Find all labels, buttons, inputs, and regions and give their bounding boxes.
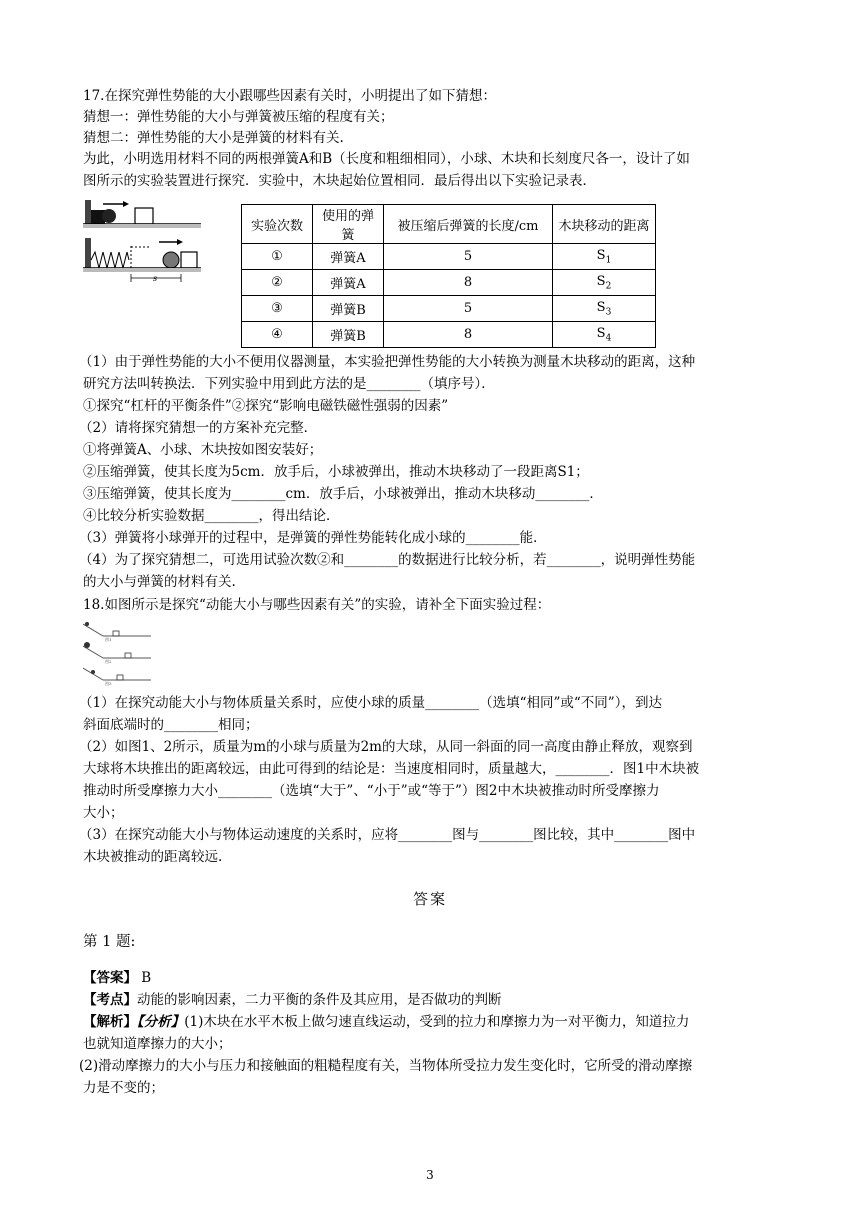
jiexi-line1	[83, 1012, 689, 1032]
cell-spring: 弹簧A	[313, 270, 384, 296]
table-row	[242, 244, 656, 270]
jiexi-line3: (2)滑动摩擦力的大小与压力和接触面的粗糙程度有关，当物体所受拉力发生变化时，它所受的滑动摩擦	[79, 1058, 693, 1074]
fig3-label: 图3	[105, 681, 112, 686]
page-number: 3	[426, 1168, 434, 1182]
q17-title: 17.在探究弹性势能的大小跟哪些因素有关时，小明提出了如下猜想：	[83, 88, 496, 104]
fig2-label: 图2	[105, 659, 112, 664]
col-header-spring: 使用的弹簧	[313, 205, 384, 244]
answer-value: B	[137, 970, 152, 986]
q17-part2-step1: ①将弹簧A、小球、木块按如图安装好；	[83, 442, 323, 458]
q17-part2-step2: ②压缩弹簧，使其长度为5cm．放手后，小球被弹出，推动木块移动了一段距离S1；	[83, 464, 589, 480]
answer-line	[83, 968, 151, 988]
q17-guess2: 猜想二：弹性势能的大小是弹簧的材料有关.	[83, 130, 344, 146]
kinetic-energy-figure	[83, 620, 153, 686]
table-row	[242, 296, 656, 322]
col-header-length: 被压缩后弹簧的长度/cm	[384, 205, 553, 244]
distance-label-s: s	[153, 274, 158, 283]
col-header-trial: 实验次数	[242, 205, 313, 244]
q17-part1-line1: （1）由于弹性势能的大小不便用仪器测量，本实验把弹性势能的大小转换为测量木块移动的距离，这种	[79, 354, 696, 370]
fenxi-tag: 【分析】	[137, 1014, 185, 1030]
q17-part4-line1: （4）为了探究猜想二，可选用试验次数②和________的数据进行比较分析，若________，说明弹性势能	[79, 552, 696, 568]
table-row	[242, 322, 656, 348]
cell-spring: 弹簧A	[313, 244, 384, 270]
q18-part1-line2: 斜面底端时的________相同；	[83, 717, 259, 733]
kaodian-value: 动能的影响因素，二力平衡的条件及其应用，是否做功的判断	[137, 992, 502, 1008]
spring-apparatus-figure	[83, 198, 201, 284]
cell-trial: ②	[242, 270, 313, 296]
cell-length: 8	[384, 270, 553, 296]
q18-title: 18.如图所示是探究“动能大小与哪些因素有关”的实验，请补全下面实验过程：	[83, 597, 551, 613]
q17-part2-step4: ④比较分析实验数据________，得出结论．	[83, 508, 340, 524]
jiexi-line2: 也就知道摩擦力的大小；	[83, 1036, 232, 1052]
answers-heading: 答案	[412, 890, 447, 908]
cell-spring: 弹簧B	[313, 322, 384, 348]
table-row	[242, 270, 656, 296]
q17-setup-line2: 图所示的实验装置进行探究．实验中，木块起始位置相同．最后得出以下实验记录表．	[83, 173, 596, 189]
kaodian-line	[83, 990, 502, 1010]
kaodian-tag: 【考点】	[83, 992, 137, 1008]
q17-part2-step3: ③压缩弹簧，使其长度为________cm．放手后，小球被弹出，推动木块移动________．	[83, 486, 603, 502]
cell-distance: $S_4$	[553, 322, 656, 348]
q17-part3: （3）弹簧将小球弹开的过程中，是弹簧的弹性势能转化成小球的________能．	[79, 530, 547, 546]
col-header-distance: 木块移动的距离	[553, 205, 656, 244]
q18-part3-line1: （3）在探究动能大小与物体运动速度的关系时，应将________图与________图比较，其中________图中	[79, 827, 696, 843]
cell-length: 8	[384, 322, 553, 348]
jiexi-line4: 力是不变的；	[83, 1080, 164, 1096]
table-header-row	[242, 205, 656, 244]
q18-part3-line2: 木块被推动的距离较远.	[83, 849, 223, 865]
fig1-label: 图1	[105, 637, 112, 642]
q17-setup-line1: 为此，小明选用材料不同的两根弹簧A和B（长度和粗细相同），小球、木块和长刻度尺各一，设计了如	[83, 151, 690, 167]
jiexi-tag: 【解析】	[83, 1014, 137, 1030]
experiment-record-table	[241, 204, 656, 348]
q18-part1-line1: （1）在探究动能大小与物体质量关系时，应使小球的质量________（选填“相同”或“不同”），到达	[79, 695, 662, 711]
q18-part2-line2: 大球将木块推出的距离较远，由此可得到的结论是：当速度相同时，质量越大，________．图1中木块被	[83, 761, 700, 777]
answer-tag: 【答案】	[83, 970, 137, 986]
cell-spring: 弹簧B	[313, 296, 384, 322]
cell-trial: ④	[242, 322, 313, 348]
cell-trial: ③	[242, 296, 313, 322]
cell-length: 5	[384, 296, 553, 322]
cell-distance: $S_2$	[553, 270, 656, 296]
q17-part1-line2: 研究方法叫转换法．下列实验中用到此方法的是________（填序号）．	[83, 376, 495, 392]
jiexi-text-1a: (1)木块在水平木板上做匀速直线运动，受到的拉力和摩擦力为一对平衡力，知道拉力	[184, 1014, 690, 1030]
q17-part4-line2: 的大小与弹簧的材料有关.	[83, 574, 236, 590]
cell-distance: $S_1$	[553, 244, 656, 270]
q18-part2-line1: （2）如图1、2所示，质量为m的小球与质量为2m的大球，从同一斜面的同一高度由静止释放，观察到	[79, 739, 693, 755]
q17-part2-intro: （2）请将探究猜想一的方案补充完整．	[79, 420, 318, 436]
q17-guess1: 猜想一：弹性势能的大小与弹簧被压缩的程度有关；	[83, 109, 394, 125]
cell-distance: $S_3$	[553, 296, 656, 322]
cell-trial: ①	[242, 244, 313, 270]
cell-length: 5	[384, 244, 553, 270]
q18-part2-line3: 推动时所受摩擦力大小________（选填“大于”、“小于”或“等于”）图2中木块被推动时所受摩擦力	[83, 783, 660, 799]
q18-part2-line4: 大小；	[83, 805, 124, 821]
answer-question-label: 第 1 题:	[83, 934, 136, 950]
q17-part1-options: ①探究“杠杆的平衡条件”②探究“影响电磁铁磁性强弱的因素”	[83, 398, 449, 414]
